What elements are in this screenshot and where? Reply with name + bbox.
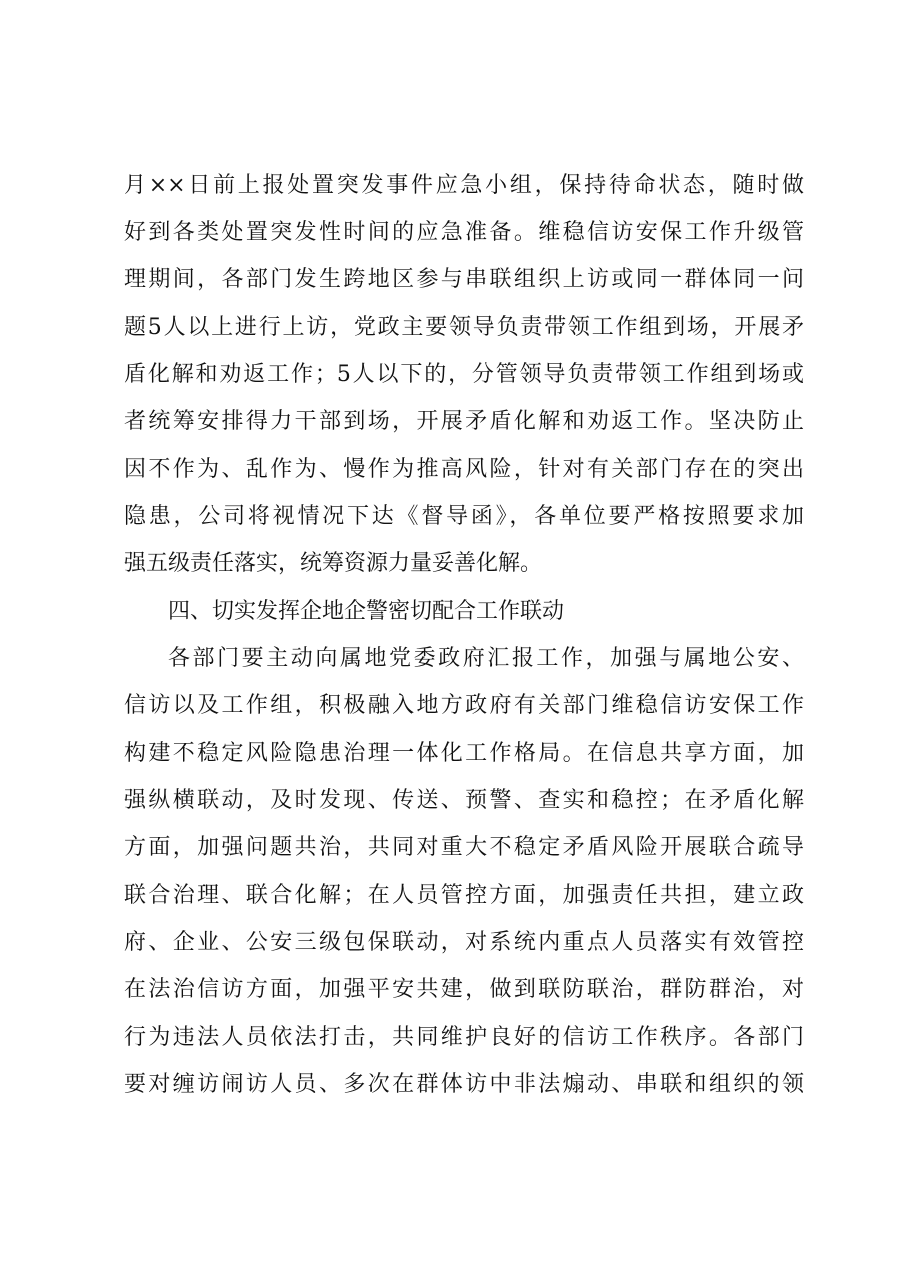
- paragraph-line: 强纵横联动，及时发现、传送、预警、查实和稳控；在矛盾化解: [124, 788, 804, 813]
- paragraph-line: 月××日前上报处置突发事件应急小组，保持待命状态，随时做: [124, 173, 804, 198]
- paragraph-line: 理期间，各部门发生跨地区参与串联组织上访或同一群体同一问: [124, 267, 804, 292]
- paragraph-line: 构建不稳定风险隐患治理一体化工作格局。在信息共享方面，加: [124, 741, 804, 766]
- paragraph-line: 方面，加强问题共治，共同对重大不稳定矛盾风险开展联合疏导: [124, 835, 804, 860]
- paragraph-line: 隐患，公司将视情况下达《督导函》，各单位要严格按照要求加: [124, 504, 804, 529]
- paragraph-line: 府、企业、公安三级包保联动，对系统内重点人员落实有效管控: [124, 930, 804, 955]
- paragraph-line: 要对缠访闹访人员、多次在群体访中非法煽动、串联和组织的领: [124, 1072, 804, 1097]
- paragraph-line: 题5人以上进行上访，党政主要领导负责带领工作组到场，开展矛: [124, 315, 804, 340]
- paragraph-line: 信访以及工作组，积极融入地方政府有关部门维稳信访安保工作: [124, 693, 804, 718]
- paragraph-line: 者统筹安排得力干部到场，开展矛盾化解和劝返工作。坚决防止: [124, 409, 804, 434]
- paragraph-line: 因不作为、乱作为、慢作为推高风险，针对有关部门存在的突出: [124, 457, 804, 482]
- paragraph-line: 行为违法人员依法打击，共同维护良好的信访工作秩序。各部门: [124, 1025, 804, 1050]
- paragraph-line: 强五级责任落实，统筹资源力量妥善化解。: [124, 551, 543, 576]
- section-heading: 四、切实发挥企地企警密切配合工作联动: [168, 599, 565, 624]
- paragraph-line: 在法治信访方面，加强平安共建，做到联防联治，群防群治，对: [124, 977, 804, 1002]
- paragraph-line: 各部门要主动向属地党委政府汇报工作，加强与属地公安、: [168, 646, 804, 671]
- paragraph-line: 联合治理、联合化解；在人员管控方面，加强责任共担，建立政: [124, 883, 804, 908]
- paragraph-line: 盾化解和劝返工作；5人以下的，分管领导负责带领工作组到场或: [124, 362, 804, 387]
- paragraph-line: 好到各类处置突发性时间的应急准备。维稳信访安保工作升级管: [124, 220, 804, 245]
